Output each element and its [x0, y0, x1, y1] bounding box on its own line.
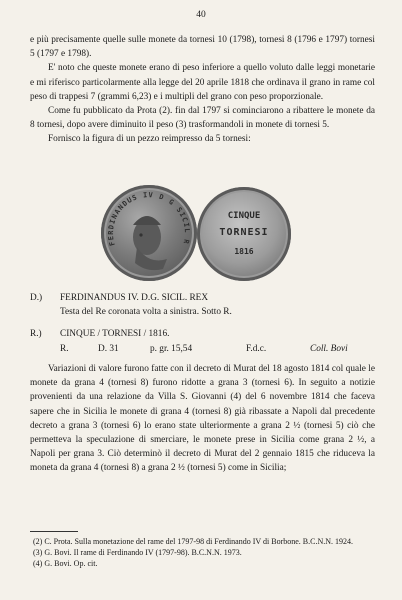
grade: R. — [60, 343, 69, 354]
reverse-specs — [30, 342, 375, 356]
obverse-legend: FERDINANDUS IV D G SICIL R — [106, 191, 192, 247]
reverse-year: 1816 — [234, 247, 254, 256]
footnote-2: (2) C. Prota. Sulla monetazione del rame del 1797-98 di Ferdinando IV di Borbone. B.C.N.N. 1924. — [33, 537, 354, 546]
obverse-detail-text: Testa del Re coronata volta a sinistra. Sotto R. — [60, 307, 232, 318]
reverse-inscription: CINQUE / TORNESI / 1816. — [60, 329, 170, 340]
coin-reverse — [197, 187, 291, 281]
coin-figure — [0, 185, 402, 285]
paragraph-1: e più precisamente quelle sulle monete da tornesi 10 (1798), tornesi 8 (1796 e 1797) tornesi 5 (1797 e 1798). — [30, 35, 375, 60]
obverse-label: D.) — [30, 293, 43, 303]
obverse-detail — [30, 305, 375, 319]
footnote-rule — [30, 531, 78, 532]
reverse-line-2: TORNESI — [219, 227, 269, 238]
footnote-3: (3) G. Bovi. Il rame di Ferdinando IV (1797-98). B.C.N.N. 1973. — [33, 548, 242, 557]
diameter: D. 31 — [98, 343, 119, 354]
collection: Coll. Bovi — [310, 343, 348, 354]
reverse-row — [30, 327, 375, 341]
main-text — [30, 362, 375, 476]
paragraph-3: Come fu pubblicato da Prota (2). fin dal 1797 si cominciarono a ribattere le monete da 8 tornesi, dopo avere diminuito il peso (3) trasformandoli in monete di tornesi 5. — [30, 106, 375, 131]
paragraph-5: Variazioni di valore furono fatte con il decreto di Murat del 18 agosto 1814 col quale le monete da grana 4 (tornesi 8) furono ridotte a grana 3 (tornesi 6). In seguito a notizie provenienti da una relazione da Villa S. Giovanni (4) del 6 novembre 1814 che faceva sapere che in Sicilia le monete di grana 4 (tornesi 8) già ribassate a Napoli dal precedente decreto a grana 3 (tornesi 6) lo erano state ulteriormente a grana 2 ½ (tornesi 5) ciò che permetteva la speculazione di smerciare, le monete prese in Sicilia come grana 2 ½, a Napoli per grana 3. Ciò determinò il decreto di Murat del 2 gennaio 1815 che riduceva la moneta da grana 4 (tornesi 8) a grana 2 ½ (tornesi 5) come in Sicilia; — [30, 364, 375, 474]
obverse-row — [30, 291, 375, 305]
king-head-icon — [101, 185, 197, 281]
coin-description — [30, 291, 375, 356]
reverse-label: R.) — [30, 329, 42, 340]
weight: p. gr. 15,54 — [150, 343, 193, 354]
condition: F.d.c. — [246, 343, 267, 354]
intro-text — [30, 33, 375, 147]
page-number: 40 — [196, 10, 206, 20]
coin-obverse — [101, 185, 197, 281]
footnotes — [33, 536, 378, 569]
paragraph-2: E' noto che queste monete erano di peso inferiore a quello voluto dalle leggi monetarie e mi riferisco particolarmente alla legge del 20 aprile 1818 che ordinava il grano in rame col peso di trappesi 7 (grammi 6,23) e i multipli del grano con peso proporzionale. — [30, 63, 375, 102]
obverse-inscription: FERDINANDUS IV. D.G. SICIL. REX — [60, 293, 209, 303]
paragraph-4: Fornisco la figura di un pezzo reimpresso da 5 tornesi: — [48, 134, 251, 145]
footnote-4: (4) G. Bovi. Op. cit. — [33, 559, 98, 568]
reverse-line-1: CINQUE — [227, 211, 261, 221]
